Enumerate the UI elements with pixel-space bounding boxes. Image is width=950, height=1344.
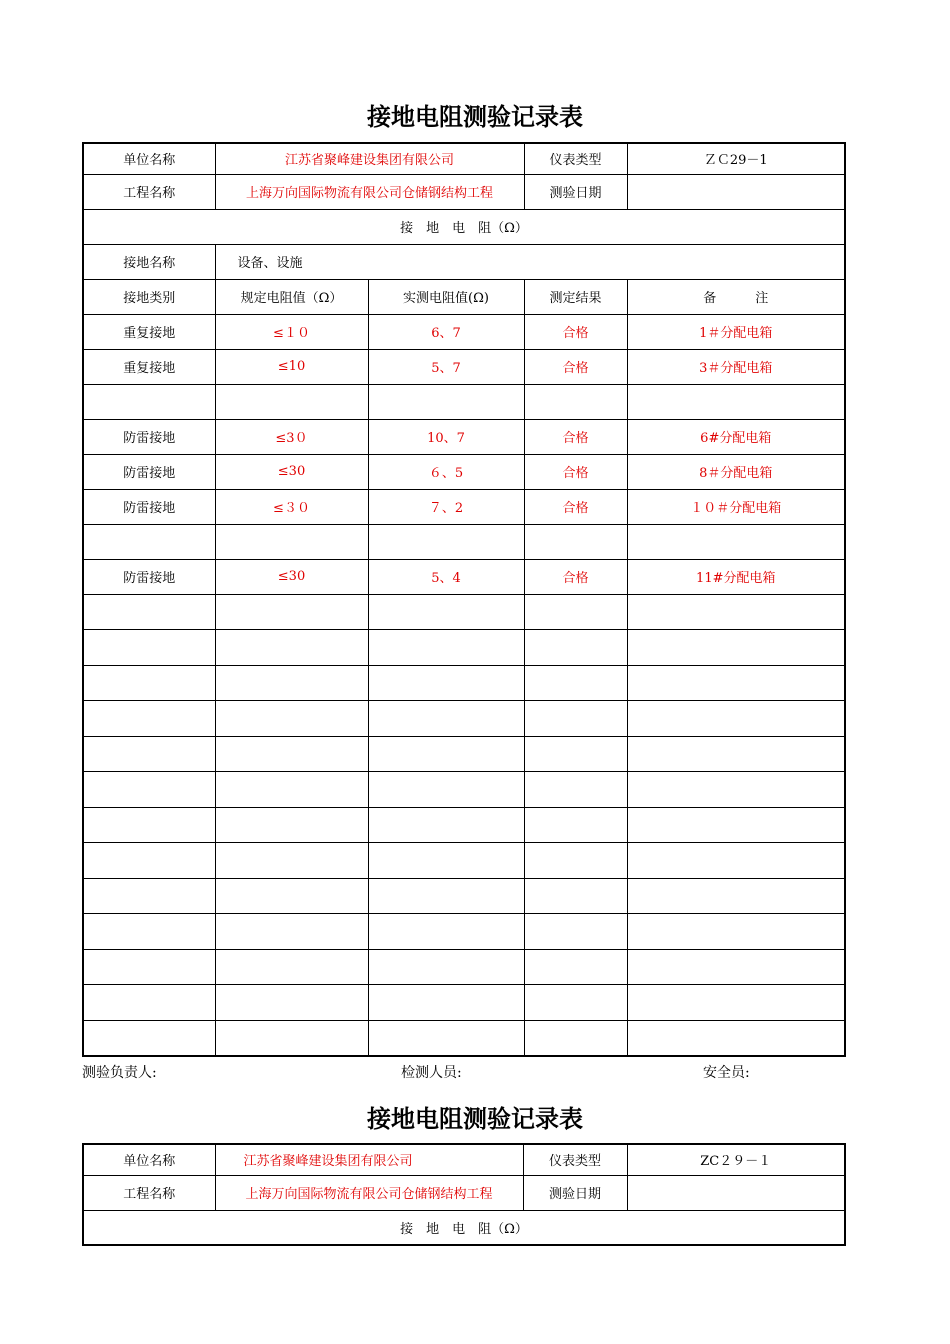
table-cell [215,1020,368,1056]
table-cell: 防雷接地 [83,559,215,594]
table-cell [83,384,215,419]
column-header: 接地类别 [83,279,215,314]
second-instrument-value: ZC２９－１ [627,1144,845,1175]
table-cell [368,524,524,559]
table-cell [627,665,845,701]
table-cell [83,914,215,950]
table-cell [524,878,627,914]
table-cell [368,949,524,985]
table-cell [524,630,627,666]
second-unit-row [83,1144,845,1175]
table-cell [83,772,215,808]
table-cell [524,843,627,879]
project-row [83,174,845,209]
table-cell [368,772,524,808]
table-cell [524,807,627,843]
second-project-value: 上海万向国际物流有限公司仓储钢结构工程 [215,1175,523,1210]
table-cell [83,736,215,772]
table-row [83,594,845,630]
table-cell: 11#分配电箱 [627,559,845,594]
table-cell [215,914,368,950]
column-header-row [83,279,845,314]
second-instrument-label: 仪表类型 [523,1144,627,1175]
table-row [83,701,845,737]
table-row [83,419,845,454]
table-cell: 合格 [524,489,627,524]
table-cell [524,701,627,737]
table-cell [627,736,845,772]
table-row [83,985,845,1021]
table-row [83,914,845,950]
table-cell [215,878,368,914]
table-cell [368,665,524,701]
second-date-label: 测验日期 [523,1175,627,1210]
table-cell: 6#分配电箱 [627,419,845,454]
inspector-label: 检测人员: [401,1065,462,1081]
table-cell [83,1020,215,1056]
table-cell [627,843,845,879]
table-row [83,524,845,559]
column-header: 测定结果 [524,279,627,314]
table-cell [627,524,845,559]
table-cell: 合格 [524,419,627,454]
table-cell [368,985,524,1021]
table-cell [524,736,627,772]
table-cell [368,1020,524,1056]
table-cell: 防雷接地 [83,489,215,524]
table-cell [627,772,845,808]
table-cell [524,772,627,808]
table-cell [215,949,368,985]
table-row [83,630,845,666]
second-project-label: 工程名称 [83,1175,215,1210]
table-cell [368,807,524,843]
second-date-value [627,1175,845,1210]
table-row [83,489,845,524]
table-cell [83,985,215,1021]
ground-name-row [83,244,845,279]
table-row [83,1020,845,1056]
table-cell: 5、4 [368,559,524,594]
table-cell [83,524,215,559]
table-cell [627,878,845,914]
unit-row [83,143,845,174]
table-cell [524,524,627,559]
table-cell [368,736,524,772]
column-header: 备 注 [627,279,845,314]
table-row [83,384,845,419]
date-value [627,174,845,209]
ground-name-value: 设备、设施 [215,244,845,279]
table-cell [215,985,368,1021]
table-cell [368,384,524,419]
section-row [83,209,845,244]
ground-name-label: 接地名称 [83,244,215,279]
table-cell [368,878,524,914]
table-row [83,878,845,914]
second-unit-label: 单位名称 [83,1144,215,1175]
table-cell: 合格 [524,314,627,349]
table-cell [83,594,215,630]
second-project-row [83,1175,845,1210]
table-cell: ≤3０ [215,419,368,454]
table-cell [368,594,524,630]
second-page-title: 接地电阻测验记录表 [367,1105,583,1133]
section-title: 接 地 电 阻（Ω） [83,209,845,244]
table-cell [627,701,845,737]
table-cell [83,665,215,701]
safety-label: 安全员: [703,1065,750,1081]
table-row [83,772,845,808]
table-cell [524,665,627,701]
table-cell [627,807,845,843]
date-label: 测验日期 [524,174,627,209]
second-record-table [82,1143,846,1246]
second-unit-value: 江苏省聚峰建设集团有限公司 [215,1144,523,1175]
table-row [83,314,845,349]
table-cell: ≤30 [215,559,368,594]
table-row [83,807,845,843]
table-cell [524,914,627,950]
supervisor-label: 测验负责人: [82,1065,157,1081]
table-cell [524,594,627,630]
table-cell: ≤１０ [215,314,368,349]
table-cell [215,384,368,419]
table-cell: ≤30 [215,454,368,489]
table-cell [215,524,368,559]
table-cell [83,949,215,985]
table-cell: 3＃分配电箱 [627,349,845,384]
table-cell [627,949,845,985]
table-cell: 5、7 [368,349,524,384]
second-section-title: 接 地 电 阻（Ω） [83,1210,845,1245]
table-cell [215,736,368,772]
table-cell [368,630,524,666]
table-cell: ６、5 [368,454,524,489]
table-cell: 重复接地 [83,349,215,384]
table-cell: 合格 [524,454,627,489]
table-cell [83,630,215,666]
table-cell: 8＃分配电箱 [627,454,845,489]
table-cell [83,807,215,843]
unit-value: 江苏省聚峰建设集团有限公司 [215,143,524,174]
table-cell [215,843,368,879]
table-cell [368,843,524,879]
instrument-value: ＺＣ29－1 [627,143,845,174]
page-title: 接地电阻测验记录表 [367,103,583,131]
table-cell: 6、7 [368,314,524,349]
table-row [83,559,845,594]
table-cell: 防雷接地 [83,454,215,489]
table-cell: ≤３０ [215,489,368,524]
table-cell [524,949,627,985]
table-row [83,454,845,489]
table-cell [215,772,368,808]
table-cell [627,384,845,419]
table-row [83,736,845,772]
table-cell [215,665,368,701]
table-cell: 10、7 [368,419,524,454]
table-cell [215,807,368,843]
table-cell [627,1020,845,1056]
table-cell: 防雷接地 [83,419,215,454]
unit-label: 单位名称 [83,143,215,174]
table-cell [524,384,627,419]
table-cell [83,843,215,879]
table-cell [627,630,845,666]
table-cell: 重复接地 [83,314,215,349]
table-row [83,949,845,985]
second-section-row [83,1210,845,1245]
instrument-label: 仪表类型 [524,143,627,174]
main-record-table [82,142,846,1057]
table-cell: 合格 [524,559,627,594]
project-value: 上海万向国际物流有限公司仓储钢结构工程 [215,174,524,209]
table-cell [368,701,524,737]
table-cell [215,594,368,630]
table-cell [627,914,845,950]
table-cell [627,985,845,1021]
project-label: 工程名称 [83,174,215,209]
table-cell: 1＃分配电箱 [627,314,845,349]
table-cell [83,701,215,737]
table-row [83,665,845,701]
table-cell [627,594,845,630]
column-header: 规定电阻值（Ω） [215,279,368,314]
column-header: 实测电阻值(Ω) [368,279,524,314]
table-cell: 合格 [524,349,627,384]
table-cell [83,878,215,914]
table-cell [215,630,368,666]
table-cell [368,914,524,950]
table-row [83,349,845,384]
table-cell: ≤10 [215,349,368,384]
table-cell [524,1020,627,1056]
table-cell [524,985,627,1021]
table-cell: ７、2 [368,489,524,524]
table-row [83,843,845,879]
table-cell: １０＃分配电箱 [627,489,845,524]
table-cell [215,701,368,737]
